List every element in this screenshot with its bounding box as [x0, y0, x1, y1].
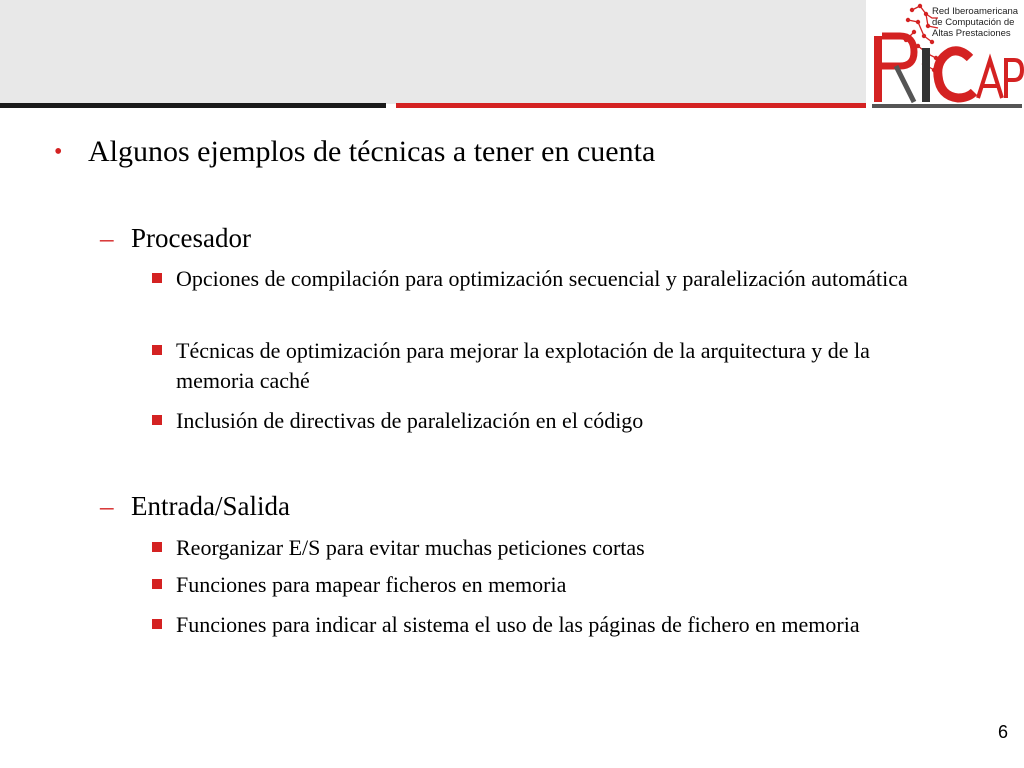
list-item — [150, 610, 930, 640]
square-bullet-icon — [152, 579, 162, 589]
list-item — [150, 570, 930, 600]
header-rule-red — [396, 103, 868, 108]
list-item-text: Funciones para indicar al sistema el uso de las páginas de fichero en memoria — [176, 612, 860, 637]
list-item-text: Reorganizar E/S para evitar muchas peticiones cortas — [176, 535, 645, 560]
list-item — [150, 336, 930, 396]
bullet-dot-icon: • — [54, 139, 63, 165]
square-bullet-icon — [152, 415, 162, 425]
header-band — [0, 0, 866, 104]
logo-letter-r — [874, 36, 914, 102]
list-item-text: Funciones para mapear ficheros en memoria — [176, 572, 567, 597]
list-item — [150, 533, 930, 563]
list-item-text: Inclusión de directivas de paralelización en el código — [176, 408, 644, 433]
list-item — [150, 264, 930, 294]
list-item-text: Opciones de compilación para optimización secuencial y paralelización automática — [176, 266, 908, 291]
dash-icon: – — [100, 491, 114, 521]
logo-caption-line: Altas Prestaciones — [932, 28, 1011, 39]
logo-letter-i — [922, 48, 930, 102]
logo-caption-line: Red Iberoamericana — [932, 6, 1019, 17]
list-item-text: Técnicas de optimización para mejorar la explotación de la arquitectura y de la memoria caché — [176, 338, 870, 393]
header-rule-dark — [0, 103, 386, 108]
page-number: 6 — [997, 722, 1008, 742]
square-bullet-icon — [152, 542, 162, 552]
square-bullet-icon — [152, 273, 162, 283]
logo-letter-p — [1006, 60, 1022, 98]
slide-heading: Algunos ejemplos de técnicas a tener en cuenta — [88, 135, 656, 168]
square-bullet-icon — [152, 619, 162, 629]
logo-caption — [932, 6, 1024, 39]
logo-letter-a — [978, 60, 1002, 98]
logo-letter-c — [938, 51, 974, 98]
dash-icon: – — [100, 223, 114, 253]
list-item — [150, 406, 930, 436]
logo-caption-line: de Computación de — [932, 17, 1015, 28]
section-title: Entrada/Salida — [131, 491, 290, 521]
section-title: Procesador — [131, 223, 251, 253]
square-bullet-icon — [152, 345, 162, 355]
